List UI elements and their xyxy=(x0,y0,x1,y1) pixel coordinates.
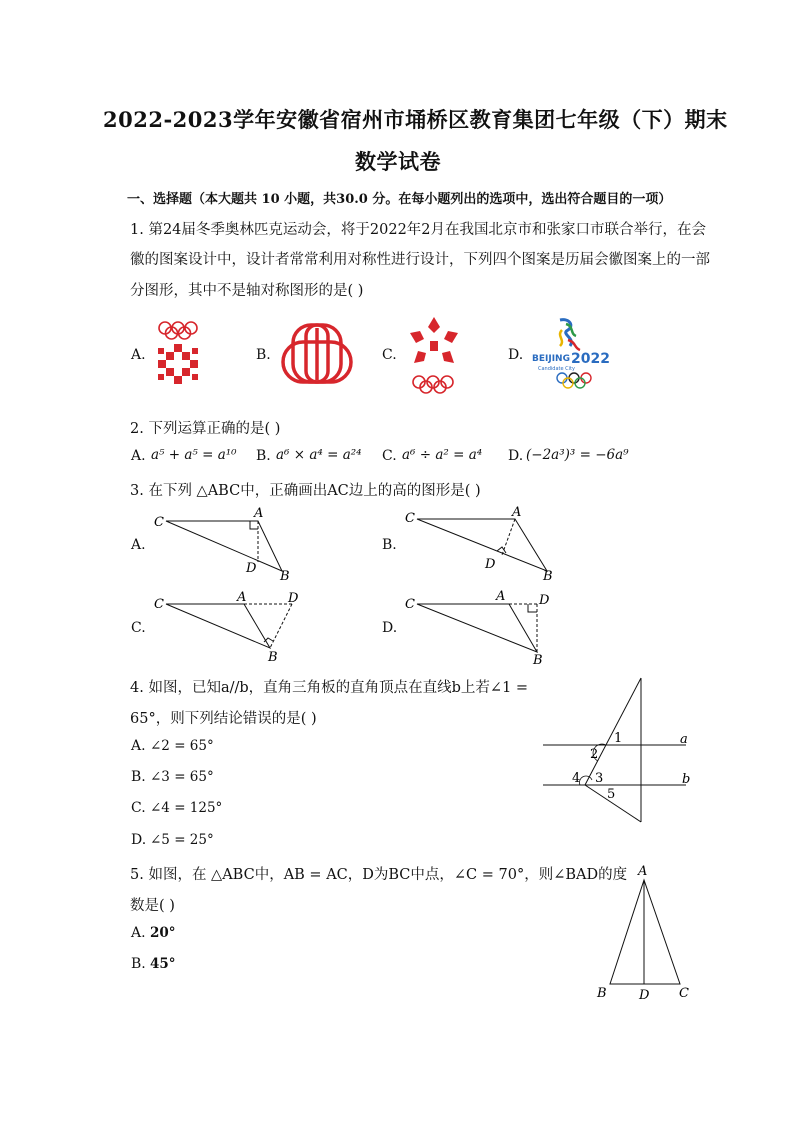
q4-line1: 4. 如图，已知a//b，直角三角板的直角顶点在直线b上若∠1 = xyxy=(130,680,529,696)
page-title-line1: 2022-2023学年安徽省宿州市埇桥区教育集团七年级（下）期末 xyxy=(103,107,728,132)
q1-label-b: B. xyxy=(256,347,271,363)
q5-line1: 5. 如图，在 △ABC中，AB = AC，D为BC中点，∠C = 70°，则∠BAD的度 xyxy=(130,867,628,883)
q1-line3: 分图形，其中不是轴对称图形的是( ) xyxy=(130,283,364,299)
angle-4-label: 4 xyxy=(572,771,581,786)
line-a-label: a xyxy=(680,732,688,747)
point-d-label: D xyxy=(485,557,496,572)
q2-option-b: a⁶ × a⁴ = a²⁴ xyxy=(276,447,362,463)
q2-label-a: A. xyxy=(131,448,146,464)
point-b-label: B xyxy=(597,986,607,1001)
q5-line2: 数是( ) xyxy=(130,898,175,914)
q1-label-a: A. xyxy=(131,347,146,363)
line-b-label: b xyxy=(682,772,691,787)
q3-figure-c xyxy=(152,588,302,663)
point-c-label: C xyxy=(405,511,415,526)
q4-line2: 65°，则下列结论错误的是( ) xyxy=(130,711,317,727)
olympic-rings-icon xyxy=(557,373,591,388)
q3-label-c: C. xyxy=(131,620,146,636)
point-d-label: D xyxy=(639,988,650,1003)
angle-5-label: 5 xyxy=(607,787,616,802)
q2-option-d: (−2a³)³ = −6a⁹ xyxy=(526,447,629,463)
point-c-label: C xyxy=(154,597,164,612)
beijing-logo-sub: Candidate City xyxy=(538,366,575,372)
point-b-label: B xyxy=(533,653,543,668)
q5-option-b: 45° xyxy=(150,956,176,972)
q4-label-d: D. xyxy=(131,832,147,848)
page-title-line2: 数学试卷 xyxy=(355,149,441,174)
q3-figure-d xyxy=(405,588,565,668)
q2-option-c: a⁶ ÷ a² = a⁴ xyxy=(402,447,483,463)
point-a-label: A xyxy=(512,505,522,520)
point-a-label: A xyxy=(237,590,247,605)
snowflake-icon xyxy=(410,317,458,363)
q4-label-a: A. xyxy=(131,738,146,754)
q1-line1: 1. 第24届冬季奥林匹克运动会，将于2022年2月在我国北京市和张家口市联合举行，在会 xyxy=(130,222,707,238)
point-c-label: C xyxy=(679,986,689,1001)
q3-label-b: B. xyxy=(382,537,397,553)
q5-figure xyxy=(594,862,704,1002)
q5-option-a: 20° xyxy=(150,925,176,941)
q1-label-c: C. xyxy=(382,347,397,363)
point-c-label: C xyxy=(154,515,164,530)
q5-label-b: B. xyxy=(131,956,146,972)
angle-1-label: 1 xyxy=(614,731,623,746)
beijing-logo-year: 2022 xyxy=(571,351,610,367)
logo-sarajevo xyxy=(152,318,212,393)
olympic-rings-icon xyxy=(413,376,453,393)
angle-3-label: 3 xyxy=(595,771,604,786)
q3-stem: 3. 在下列 △ABC中，正确画出AC边上的高的图形是( ) xyxy=(130,483,481,499)
q2-stem: 2. 下列运算正确的是( ) xyxy=(130,421,281,437)
point-d-label: D xyxy=(539,593,550,608)
point-d-label: D xyxy=(246,561,257,576)
q4-option-c: ∠4 = 125° xyxy=(150,800,223,816)
point-b-label: B xyxy=(268,650,278,665)
logo-beijing-2022 xyxy=(530,316,610,391)
q4-option-b: ∠3 = 65° xyxy=(150,769,214,785)
olympic-rings-icon xyxy=(159,322,197,339)
q2-label-d: D. xyxy=(508,448,524,464)
point-c-label: C xyxy=(405,597,415,612)
point-a-label: A xyxy=(254,506,264,521)
snowflake-icon xyxy=(158,344,198,384)
logo-montreal xyxy=(278,320,358,390)
q3-figure-b xyxy=(405,505,565,584)
q5-label-a: A. xyxy=(131,925,146,941)
q2-label-b: B. xyxy=(256,448,271,464)
q1-label-d: D. xyxy=(508,347,524,363)
point-a-label: A xyxy=(496,589,506,604)
beijing-logo-text: BEIJING xyxy=(532,354,570,364)
q3-label-d: D. xyxy=(382,620,398,636)
q2-label-c: C. xyxy=(382,448,397,464)
point-b-label: B xyxy=(543,569,553,584)
point-b-label: B xyxy=(280,569,290,584)
q3-figure-a xyxy=(150,505,300,584)
q2-option-a: a⁵ + a⁵ = a¹⁰ xyxy=(151,447,237,463)
angle-2-label: 2 xyxy=(590,747,599,762)
point-a-label: A xyxy=(638,864,648,879)
q4-option-d: ∠5 = 25° xyxy=(150,832,214,848)
q3-label-a: A. xyxy=(131,537,146,553)
point-d-label: D xyxy=(288,591,299,606)
q4-label-b: B. xyxy=(131,769,146,785)
q4-option-a: ∠2 = 65° xyxy=(150,738,214,754)
q1-line2: 徽的图案设计中，设计者常常利用对称性进行设计，下列四个图案是历届会徽图案上的一部 xyxy=(130,252,710,268)
logo-calgary xyxy=(406,315,466,395)
section-heading: 一、选择题（本大题共 10 小题，共30.0 分。在每小题列出的选项中，选出符合题目的一项） xyxy=(127,192,672,207)
q4-figure xyxy=(540,676,700,826)
q4-label-c: C. xyxy=(131,800,146,816)
